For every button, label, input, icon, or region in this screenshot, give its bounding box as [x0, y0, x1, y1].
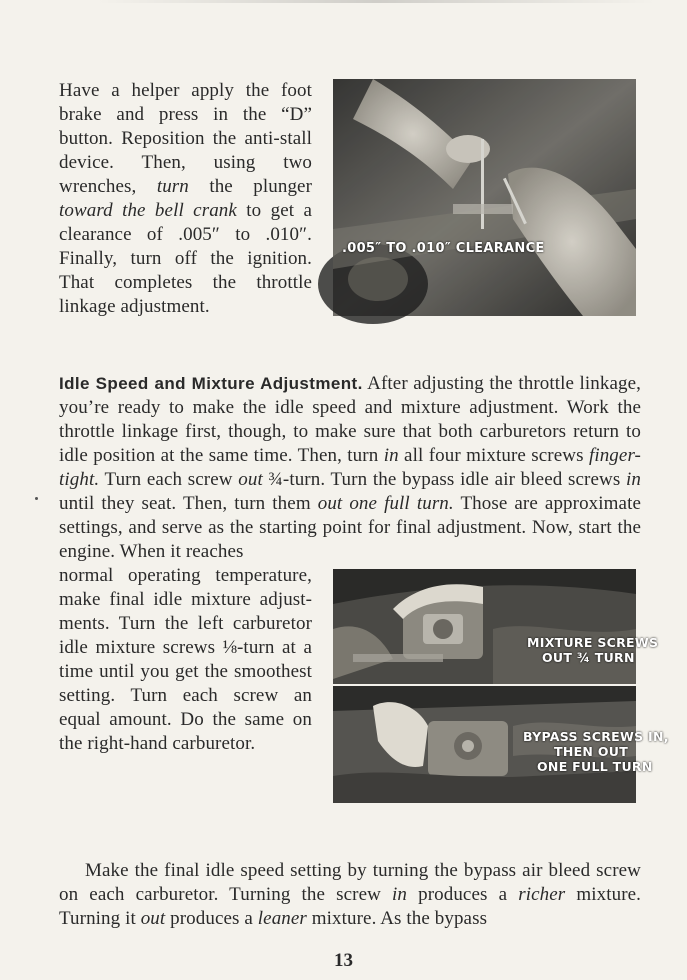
- photo-mixture-caption-1: MIXTURE SCREWS: [527, 635, 659, 650]
- paragraph-final-mixture: normal operating temperature, make final idle mixture adjustments. Turn the left carburetor idle mixture screws ⅛-turn at a time until you get the smoothest setting. Turn each screw an equal amount. Do the same on the right-hand carburetor.: [59, 565, 312, 754]
- paragraph-idle-speed-mixture: Idle Speed and Mixture Adjustment. After adjusting the throttle linkage, you’re ready to make the idle speed and mixture adjustment. Work the throttle linkage first, though, to make sure that both carburetors return to idle position at the same time. Then, turn in all four mixture screws finger-tight. Turn each screw out ¾-turn. Turn the bypass idle air bleed screws in until they seat. Then, turn them out one full turn. Those are approximate settings, and serve as the starting point for final adjustment. Now, start the engine. When it reaches: [59, 373, 641, 562]
- photo-clearance-image: [333, 79, 636, 316]
- photo-mixture-image: [333, 569, 636, 684]
- page-top-edge: [96, 0, 656, 3]
- photo-mixture-screws: [333, 569, 659, 684]
- photo-clearance-caption: .005″ TO .010″ CLEARANCE: [342, 241, 545, 256]
- paragraph-bypass-air-bleed: Make the final idle speed setting by turning the bypass air bleed screw on each carburetor. Turning the screw in produces a richer mixture. Turning it out produces a leaner mixture. As the bypass: [59, 860, 642, 929]
- page-number: 13: [334, 950, 353, 971]
- paragraph-throttle-linkage: Have a helper apply the foot brake and press in the “D” button. Reposition the anti-stall device. Then, using two wrenches, turn the plunger toward the bell crank to get a clearance of .005″ to .010″. Finally, turn off the ignition. That completes the throttle linkage adjustment.: [59, 80, 313, 317]
- photo-bypass-caption-2: THEN OUT: [554, 744, 629, 759]
- photo-mixture-caption-2: OUT ¾ TURN: [542, 650, 635, 665]
- print-speck: [35, 497, 38, 500]
- photo-bypass-caption-3: ONE FULL TURN: [537, 759, 653, 774]
- section-heading: Idle Speed and Mixture Adjustment.: [59, 374, 363, 393]
- photo-bypass-caption-1: BYPASS SCREWS IN,: [523, 729, 669, 744]
- photo-bypass-screws: [333, 686, 669, 803]
- photo-clearance-adjustment: [333, 79, 636, 316]
